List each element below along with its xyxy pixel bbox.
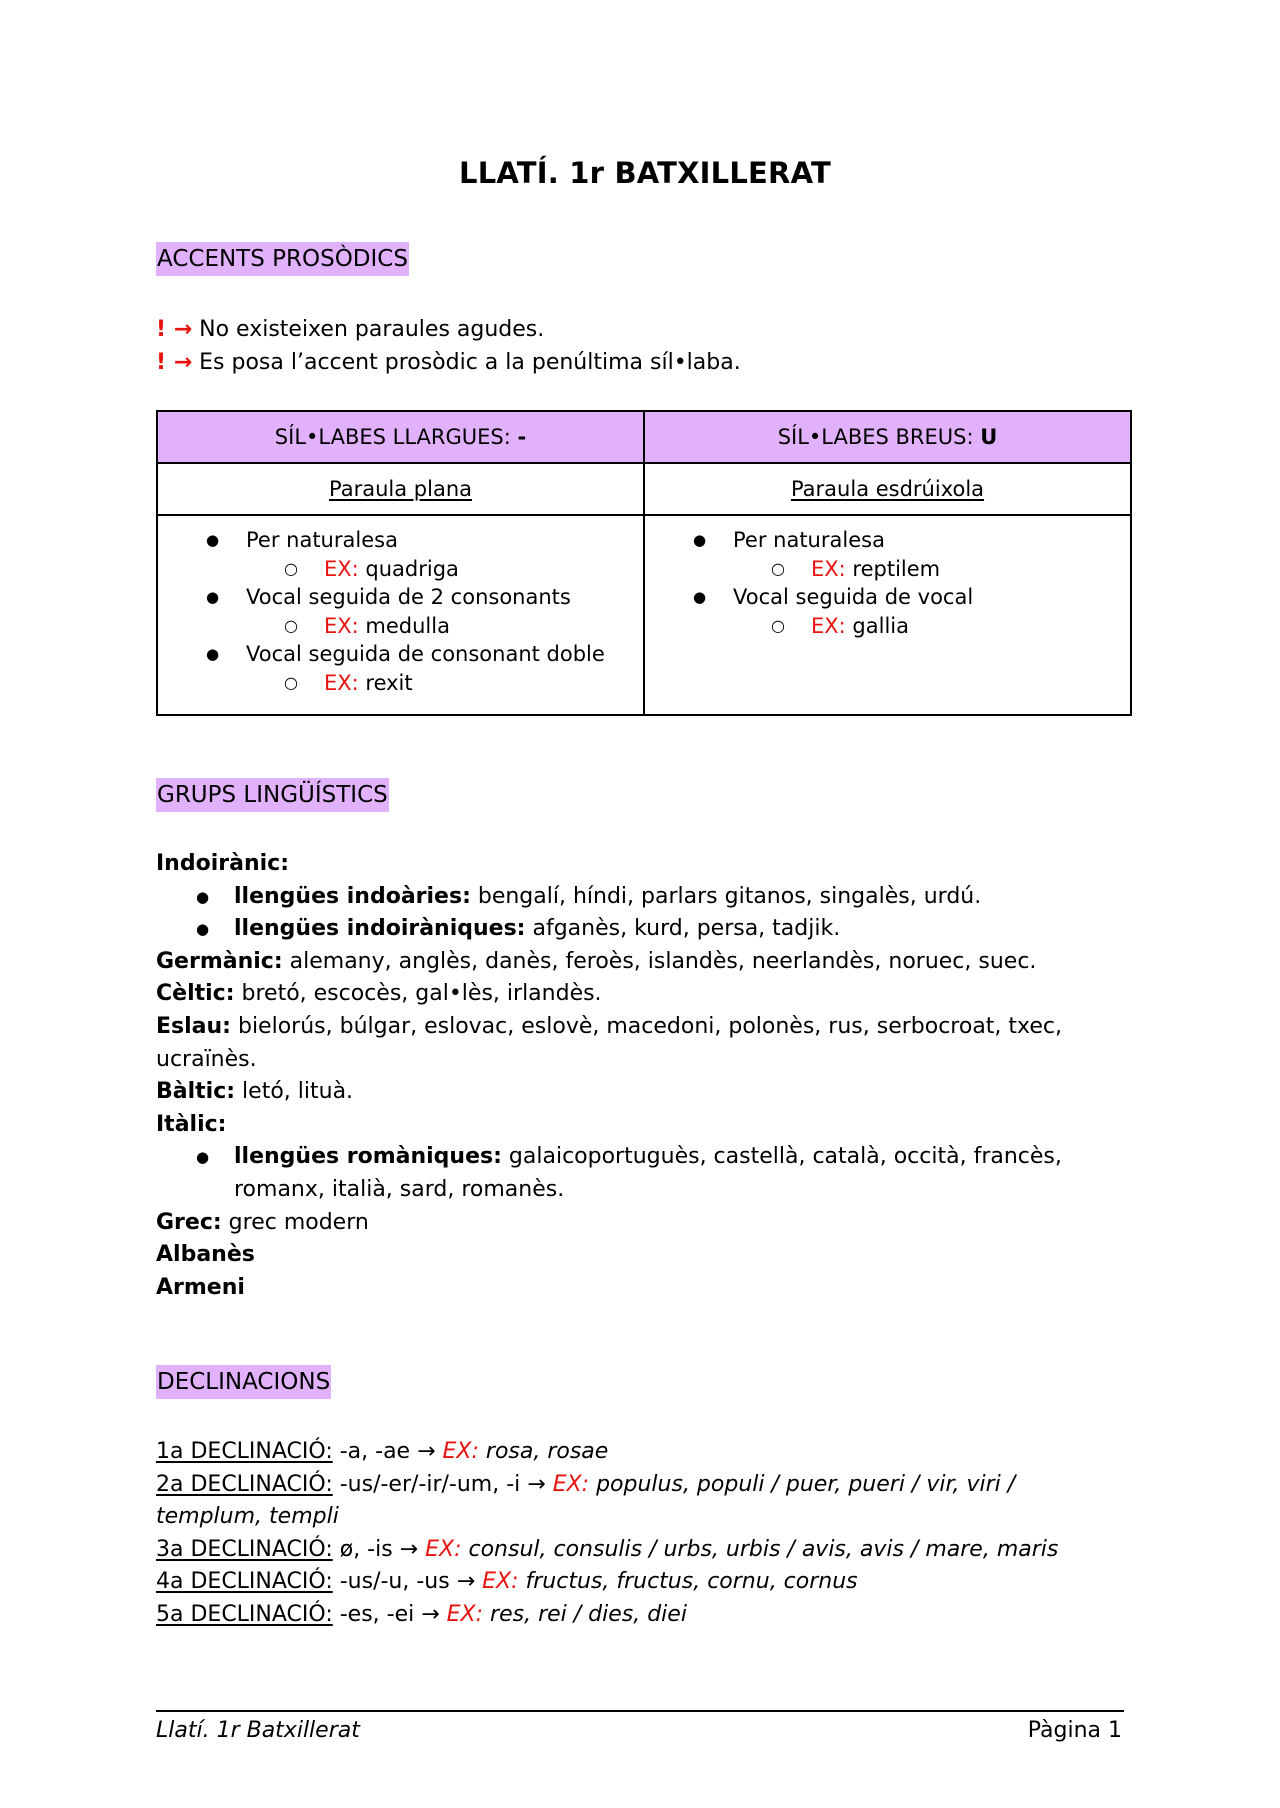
group-baltic: Bàltic: letó, lituà. (156, 1079, 354, 1105)
declension-item: 5a DECLINACIÓ: -es, -ei → EX: res, rei / dies, diei (156, 1601, 687, 1627)
declension-item: 1a DECLINACIÓ: -a, -ae → EX: rosa, rosae (156, 1439, 609, 1464)
group-slav: Eslau: bielorús, búlgar, eslovac, eslovè, macedoni, polonès, rus, serbocroat, txec, (156, 1013, 1062, 1039)
list-item: ● Vocal seguida de 2 consonants (158, 583, 643, 612)
declension-item: 2a DECLINACIÓ: -us/-er/-ir/-um, -i → EX: populus, populi / puer, pueri / vir, viri / (156, 1471, 1016, 1497)
declension-item: 3a DECLINACIÓ: ø, -is → EX: consul, consulis / urbs, urbis / avis, avis / mare, maris (156, 1536, 1059, 1562)
list-item: ● Vocal seguida de consonant doble (158, 640, 643, 669)
example-item: ○ EX: rexit (158, 669, 643, 697)
short-syllables-list (644, 515, 1131, 715)
page-title: LLATÍ. 1r BATXILLERAT (459, 156, 831, 190)
declension-item: 4a DECLINACIÓ: -us/-u, -us → EX: fructus, fructus, cornu, cornus (156, 1569, 858, 1595)
language-groups (156, 848, 1134, 1304)
group-celtic: Cèltic: bretó, escocès, gal•lès, irlandès. (156, 981, 602, 1007)
accent-notes (156, 313, 741, 379)
footer-divider (156, 1710, 1124, 1712)
subgroup-item: ● llengües indoàries: bengalí, híndi, parlars gitanos, singalès, urdú. (156, 881, 1134, 914)
group-slav-cont: ucraïnès. (156, 1046, 257, 1072)
group-germanic: Germànic: alemany, anglès, danès, feroès, islandès, neerlandès, noruec, suec. (156, 948, 1037, 974)
section-heading-declensions: DECLINACIONS (156, 1365, 331, 1399)
example-item: ○ EX: reptilem (645, 555, 1130, 583)
list-item: ● Vocal seguida de vocal (645, 583, 1130, 612)
long-syllables-list (157, 515, 644, 715)
paraula-plana-cell: Paraula plana (157, 463, 644, 515)
group-indoiranic: Indoirànic: (156, 851, 289, 876)
page-number: Pàgina 1 (1027, 1718, 1122, 1743)
subgroup-item: ● llengües indoiràniques: afganès, kurd, persa, tadjik. (156, 913, 1134, 946)
group-greek: Grec: grec modern (156, 1209, 369, 1235)
footer-title: Llatí. 1r Batxillerat (156, 1718, 360, 1743)
subgroup-item: ● llengües romàniques: galaicoportuguès, castellà, català, occità, francès, romanx, italià, sard, romanès. (156, 1141, 1134, 1206)
example-item: ○ EX: medulla (158, 612, 643, 640)
example-item: ○ EX: quadriga (158, 555, 643, 583)
group-albanian: Albanès (156, 1242, 255, 1268)
long-syllables-header: SÍL•LABES LLARGUES: - (157, 411, 644, 463)
section-heading-groups: GRUPS LINGÜÍSTICS (156, 778, 389, 812)
short-syllables-header: SÍL•LABES BREUS: U (644, 411, 1131, 463)
list-item: ● Per naturalesa (645, 526, 1130, 555)
group-armenian: Armeni (156, 1274, 245, 1300)
accent-note: ! → No existeixen paraules agudes. (156, 317, 545, 342)
accent-note: ! → Es posa l’accent prosòdic a la penúltima síl•laba. (156, 350, 741, 375)
example-item: ○ EX: gallia (645, 612, 1130, 640)
declension-item-cont: templum, templi (156, 1504, 339, 1530)
paraula-esdruixola-cell: Paraula esdrúixola (644, 463, 1131, 515)
section-heading-accents: ACCENTS PROSÒDICS (156, 242, 409, 276)
syllables-table (156, 410, 1132, 716)
list-item: ● Per naturalesa (158, 526, 643, 555)
declensions-list (156, 1436, 1134, 1632)
group-italic: Itàlic: (156, 1111, 227, 1137)
